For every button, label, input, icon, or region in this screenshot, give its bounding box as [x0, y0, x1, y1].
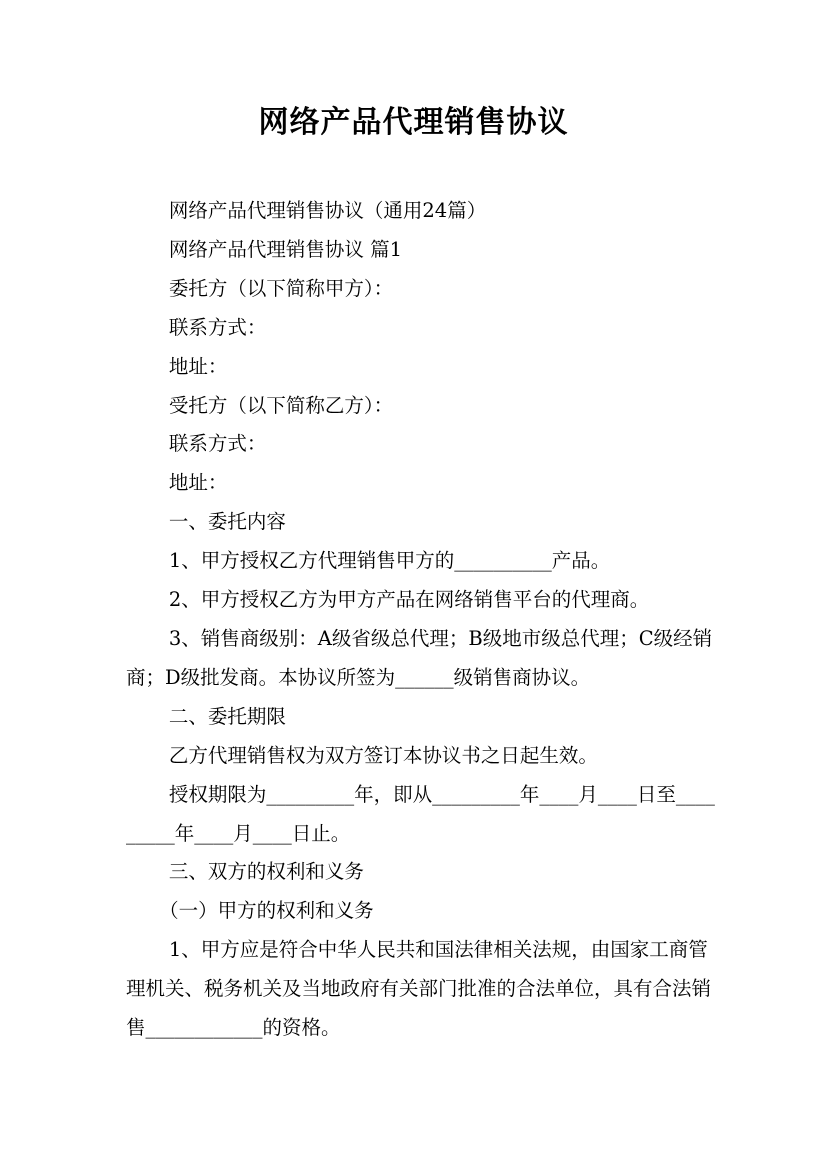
paragraph-chapter-heading: 网络产品代理销售协议 篇1 [168, 237, 402, 261]
paragraph-party-a: 委托方（以下简称甲方）： [168, 276, 394, 300]
subsection-heading-party-a-rights: （一）甲方的权利和义务 [159, 899, 374, 923]
paragraph-effective: 乙方代理销售权为双方签订本协议书之日起生效。 [168, 743, 598, 767]
paragraph-party-b: 受托方（以下简称乙方）： [168, 393, 394, 417]
paragraph-term-period: 授权期限为_________年，即从_________年____月____日至_________年____月____日止。 [126, 782, 715, 845]
paragraph-party-b-address: 地址： [168, 471, 228, 495]
paragraph-clause-2: 2、甲方授权乙方为甲方产品在网络销售平台的代理商。 [168, 588, 650, 612]
section-heading-term: 二、委托期限 [168, 704, 286, 728]
paragraph-clause-1: 1、甲方授权乙方代理销售甲方的__________产品。 [168, 549, 611, 573]
section-heading-rights: 三、双方的权利和义务 [168, 860, 364, 884]
paragraph-party-a-qualification: 1、甲方应是符合中华人民共和国法律相关法规，由国家工商管理机关、税务机关及当地政府有关部门批准的合法单位，具有合法销售____________的资格。 [126, 938, 712, 1040]
paragraph-party-b-contact: 联系方式： [168, 432, 267, 456]
section-heading-entrustment: 一、委托内容 [168, 510, 286, 534]
document-body [126, 192, 718, 1048]
paragraph-clause-3: 3、销售商级别：A级省级总代理；B级地市级总代理；C级经销商；D级批发商。本协议所签为______级销售商协议。 [126, 626, 713, 689]
document-title: 网络产品代理销售协议 [258, 105, 569, 140]
paragraph-party-a-contact: 联系方式： [168, 315, 267, 339]
paragraph-subtitle: 网络产品代理销售协议（通用24篇） [168, 199, 487, 222]
paragraph-party-a-address: 地址： [168, 354, 228, 378]
